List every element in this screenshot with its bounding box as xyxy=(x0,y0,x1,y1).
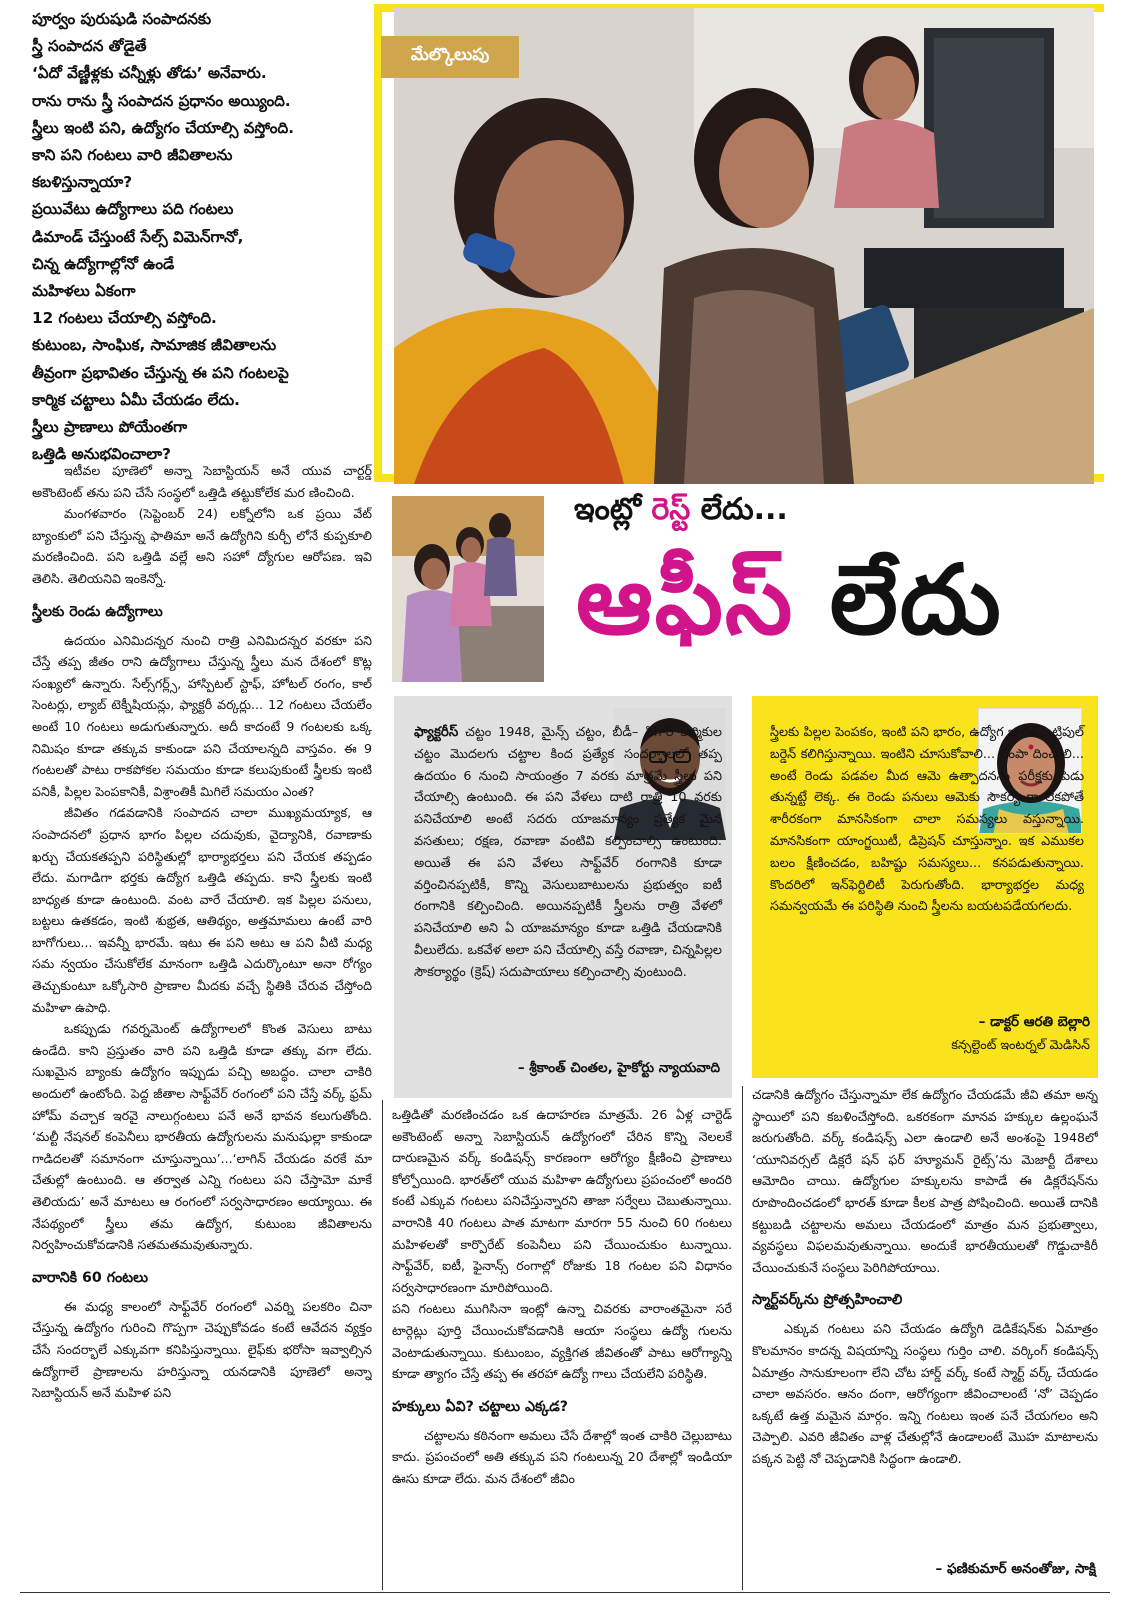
intro-line: స్త్రీలు ప్రాణాలు పోయేంతగా xyxy=(32,418,188,437)
subheading: వారానికి 60 గంటలు xyxy=(32,1269,149,1286)
lawyer-quote-text xyxy=(414,722,722,984)
intro-line: డిమాండ్‌ చేస్తుంటే సేల్స్‌ విమెన్‌గానో, xyxy=(32,227,244,246)
intro-line: 12 గంటలు చేయాల్సి వస్తోంది. xyxy=(32,309,217,328)
paragraph: చడానికి ఉద్యోగం చేస్తున్నామా లేక ఉద్యోగం చేయడమే జీవి తమా అన్న స్థాయిలో పని కబళించేస్తోంది. ఒకరకంగా మానవ హక్కుల ఉల్లంఘనే జరుగుతోంది. వర్క్‌ కండిషన్స్‌ ఎలా ఉండాలి అనే అంశంపై 1948లో ‘యూనివర్సల్‌ డిక్లరే షన్‌ ఫర్‌ హ్యూమన్‌ రైట్స్‌’ను మెజార్టీ దేశాలు ఆమోదిం చాయి. ఉద్యోగుల హక్కులను కాపాడే ఈ డిక్లరేషన్‌ను రూపొందించడంలో భారత్‌ కూడా కీలక పాత్ర పోషించింది. అయితే దానికి కట్టుబడి చట్టాలను అమలు చేయడంలో మాత్రం మన ప్రభుత్వాలు, వ్యవస్థలు విఫలమవుతున్నాయి. అందుకే భారతీయులతో గొడ్డుచాకిరీ చేయించుకునే సంస్థలు పెరిగిపోయాయి. xyxy=(752,1087,1098,1275)
headline-part: లేదు xyxy=(794,544,1003,656)
article-column-2 xyxy=(392,1104,732,1586)
subheading: స్మార్ట్‌వర్క్‌ను ప్రోత్సహించాలి xyxy=(752,1292,903,1309)
intro-line: కబళిస్తున్నాయా? xyxy=(32,173,133,192)
doctor-quote-text: స్త్రీలకు పిల్లల పెంపకం, ఇంటి పని భారం, ఉద్యోగ భారం... ట్రిపుల్‌ బర్డెన్‌ కలిగిస్తున్నాయి. ఇంటిని చూసుకోవాలి... సంపా దించాలి... అంటే రెండు పడవల మీద ఆమె ఉత్పాదనను పరీక్షకు పెడు తున్నట్టే లెక్క. ఈ రెండు పనులు ఆమెకు సౌకర్యంగా లేకపోతే శారీరకంగా మానసికంగా చాలా సమస్యలు వస్తున్నాయి. మానసికంగా యాంగ్జయిటీ, డిప్రెషన్‌ చూస్తున్నాం. ఇక ఎముకల బలం క్షీణించడం, బహిష్టు సమస్యలు... కనపడుతున్నాయి. కొందరిలో ఇన్‌ఫెర్టిలిటీ పెరుగుతోంది. భార్యాభర్తల మధ్య సమన్వయమే ఈ పరిస్థితి నుంచి స్త్రీలను బయటపడేయగలదు. xyxy=(770,725,1084,915)
article-column-1 xyxy=(32,460,372,1586)
paragraph: ఇటీవల పూణెలో అన్నా సెబాస్టియన్‌ అనే యువ చార్టర్డ్‌ అకౌంటెంట్‌ తను పని చేసే సంస్థలో ఒత్తిడి తట్టుకోలేక మర ణించింది. xyxy=(32,463,372,500)
paragraph: ఉదయం ఎనిమిదన్నర నుంచి రాత్రి ఎనిమిదన్నర వరకూ పని చేస్తే తప్ప జీతం రాని ఉద్యోగాలు చేస్తున్న స్త్రీలు మన దేశంలో కొట్ల సంఖ్యలో ఉన్నారు. సేల్స్‌గర్ల్స్‌, హాస్పిటల్‌ స్టాఫ్‌, హోటల్‌ రంగం, కాల్‌ సెంటర్లు, ల్యాబ్‌ టెక్నీషియన్లు, ఫ్యాక్టరీ వర్కర్లు... 12 గంటలు చేయలేం అంటే 10 గంటలు అడుగుతున్నారు. అదీ కాదంటే 9 గంటలకు ఒక్క నిమిషం కూడా తక్కువ కాకుండా పని చేయాలన్నది వాస్తవం. ఈ 9 గంటలతో పాటు రాకపోకల సమయం కూడా కలుపుకుంటే స్త్రీలకు ఇంటి పనికీ, పిల్లల పెంపకానికీ, విశ్రాంతికీ మిగిలే సమయం ఎంత? xyxy=(32,632,372,799)
intro-line: చిన్న ఉద్యోగాల్లోనో ఉండే xyxy=(32,254,175,273)
headline-highlight: రెస్ట్‌ xyxy=(651,492,691,527)
paragraph: మంగళవారం (సెప్టెంబర్‌ 24) లక్నోలోని ఒక ప్రయి వేట్‌ బ్యాంకులో పని చేస్తున్న ఫాతిమా అనే ఉద్యోగిని కుర్చీ లోనే కుప్పకూలి మరణించింది. పని ఒత్తిడి వల్లే అని సహో ద్యోగుల ఆరోపణ. ఇవి తెలిసి. తెలియనివి ఇంకెన్నో. xyxy=(32,506,372,586)
intro-line: ‘ఏదో వేణ్ణీళ్లకు చన్నీళ్లు తోడు’ అనేవారు. xyxy=(32,64,267,83)
column-divider xyxy=(742,1086,743,1590)
doctor-signature: – డాక్టర్‌ ఆరతి బెల్లారి xyxy=(978,1014,1090,1030)
quote-body: చట్టం 1948, మైన్స్‌ చట్టం, బీడీ– సిగార్‌ కార్మికుల చట్టం మొదలగు చట్టాల కింద ప్రత్యేక సందర్భాలలో తప్ప ఉదయం 6 నుంచి సాయంత్రం 7 వరకు మాత్రమే స్త్రీలు పని చేయాల్సి ఉంటుంది. ఈ పని వేళలు దాటి రాత్రి 10 వరకు పనిచేయాలి అంటే సదరు యాజమాన్యం ప్రత్యేక మైన వసతులు; రక్షణ, రవాణా వంటివి కల్పించాల్సి ఉంటుంది. అయితే ఈ పని వేళలు సాఫ్ట్‌వేర్‌ రంగానికి కూడా వర్తించినప్పటికీ, కొన్ని వెసులుబాటులను ప్రభుత్వం ఐటీ రంగానికి కల్పించింది. అయినప్పటికీ స్త్రీలను రాత్రి వేళలో పనిచేయాలి అని ఏ యాజమాన్యం కూడా ఒత్తిడి చేయడానికి వీలులేదు. ఒకవేళ అలా పని చేయాల్సి వస్తే రవాణా, చిన్నపిల్లల సౌకర్యార్థం (క్రెష్‌) సదుపాయాలు కల్పించాల్సి వుంటుంది. xyxy=(414,725,722,980)
intro-line: స్త్రీలు ఇంటి పని, ఉద్యోగం చేయాల్సి వస్తోంది. xyxy=(32,118,294,137)
paragraph: పని గంటలు ముగిసినా ఇంట్లో ఉన్నా చివరకు వారాంతమైనా సరే టార్గెట్లు పూర్తి చేయించుకోవడానికి ఆయా సంస్థలు ఉద్యో గులను వెంటాడుతున్నాయి. కుటుంబం, వ్యక్తిగత జీవితంతో పాటు ఆరోగ్యాన్ని కూడా త్యాగం చేస్తే తప్ప ఈ తరహా ఉద్యో గాలు చేయలేని పరిస్థితి. xyxy=(392,1301,732,1382)
paragraph: జీవితం గడవడానికి సంపాదన చాలా ముఖ్యమయ్యాక, ఆ సంపాదనలో ప్రధాన భాగం పిల్లల చదువుకు, వైద్యానికి, రవాణాకు ఖర్చు చేయకతప్పని పరిస్థితుల్లో భార్యాభర్తలు పని చేయక తప్పడం లేదు. మగాడిగా భర్తకు ఉద్యోగ ఒత్తిడి తప్పదు. కాని స్త్రీలకు ఇంటి బాధ్యత కూడా ఉంటుంది. వంట వారే చేయాలి. ఇక పిల్లల పనులు, బట్టలు ఉతకడం, ఇంటి శుభ్రత, ఆతిథ్యం, అత్తమామలు ఉంటే వారి బాగోగులు... ఇవన్నీ భారమే. ఇటు ఈ పని అటు ఆ పని వీటి మధ్య సమ న్వయం చేసుకోలేక మానంగా ఒత్తిడి ఎదుర్కొంటూ అనా రోగ్యం తెచ్చుకుంటూ ఒక్కోసారి ప్రాణాల మీదకు వచ్చే స్థితికి చేరువ చేస్తోంది మహిళా ఉపాధి. xyxy=(32,805,372,1015)
headline-line1 xyxy=(574,492,788,534)
intro-line: రాను రాను స్త్రీ సంపాదన ప్రధానం అయ్యింది. xyxy=(32,91,291,110)
intro-line: స్త్రీ సంపాదన తోడైతే xyxy=(32,37,147,56)
intro-line: కార్మిక చట్టాలు ఏమీ చేయడం లేదు. xyxy=(32,390,240,409)
paragraph: ఒకప్పుడు గవర్నమెంట్‌ ఉద్యోగాలలో కొంత వెసులు బాటు ఉండేది. కాని ప్రస్తుతం వారి పని ఒత్తిడి కూడా తక్కు వగా లేదు. సుఖమైన బ్యాంకు ఉద్యోగం ఇప్పుడు పచ్చి అబద్ధం. చాలా చాకిరి అందులో ఉంటోంది. పెద్ద జీతాల సాఫ్ట్‌వేర్‌ రంగంలో పని చేస్తే వర్క్‌ ఫ్రమ్‌ హోమ్‌ వచ్చాక ఇరవై నాలుగ్గంటలు పనే అనే భావన కలుగుతోంది. ‘మల్టీ నేషనల్‌ కంపెనీలు భారతీయ ఉద్యోగులను మనుషుల్లా కాకుండా గాడిదలతో సమానంగా చూస్తున్నాయి’...‘లాగిన్‌ చేయడం వరకే మా చేతుల్లో ఉంటుంది. ఆ తర్వాత ఎన్ని గంటలు పని చేస్తామో మాకే తెలియదు’ అనే మాటలు ఆ రంగంలో సర్వసాధారణం అయ్యాయి. ఈ నేపథ్యంలో స్త్రీలు తమ ఉద్యోగ, కుటుంబ జీవితాలను నిర్వహించుకోవడానికి సతమతమవుతున్నారు. xyxy=(32,1021,372,1253)
shop-workers-photo xyxy=(392,496,544,682)
bottom-rule xyxy=(20,1592,1110,1593)
headline-highlight: ఆఫీస్‌ xyxy=(576,544,795,656)
doctor-role: కన్సల్టెంట్‌ ఇంటర్నల్‌ మెడిసిన్‌ xyxy=(951,1037,1090,1052)
intro-line: తీవ్రంగా ప్రభావితం చేస్తున్న ఈ పని గంటలపై xyxy=(32,363,289,382)
paragraph: చట్టాలను కఠినంగా అమలు చేసే దేశాల్లో ఇంత చాకిరి చెల్లుబాటు కాదు. ప్రపంచంలో అతి తక్కువ పని గంటలున్న 20 దేశాల్లో ఇండియా ఊసు కూడా లేదు. మన దేశంలో జీవిం xyxy=(392,1427,732,1486)
article-column-3 xyxy=(752,1084,1098,1560)
section-tag: మేల్కొలుపు xyxy=(381,36,519,78)
subheading: స్త్రీలకు రెండు ఉద్యోగాలు xyxy=(32,603,163,620)
headline-line2 xyxy=(576,540,1003,660)
quote-lead-word: ఫ్యాక్టరీస్‌ xyxy=(414,725,459,740)
shop-workers-illustration xyxy=(392,496,544,682)
headline-part: లేదు... xyxy=(690,492,788,527)
intro-line: మహిళలు ఏకంగా xyxy=(32,282,136,301)
paragraph: ఈ మధ్య కాలంలో సాఫ్ట్‌వేర్‌ రంగంలో ఎవర్ని పలకరిం చినా చేస్తున్న ఉద్యోగం గురించి గొప్పగా చెప్పుకోవడం కంటే ఆవేదన వ్యక్తం చేసే సందర్భాలే ఎక్కువగా కనిపిస్తున్నాయి. లైఫ్‌కు భరోసా ఇవ్వాల్సిన ఉద్యోగాలే ప్రాణాలను హరిస్తున్నా యనడానికి పూణెలో అన్నా సెబాస్టియన్‌ అనే మహిళ పని xyxy=(32,1298,372,1401)
column-divider xyxy=(382,1100,383,1590)
author-signature: – ఫణికుమార్‌ అనంతోజు, సాక్షి xyxy=(935,1561,1096,1577)
intro-line: ఒత్తిడి అనుభవించాలా? xyxy=(32,445,171,464)
intro-line: కుటుంబ, సాంఘిక, సామాజిక జీవితాలను xyxy=(32,336,277,355)
headline-part: ఇంట్లో xyxy=(574,492,652,527)
call-center-photo xyxy=(394,8,1094,484)
intro-line: ప్రయివేటు ఉద్యోగాలు పది గంటలు xyxy=(32,200,234,219)
paragraph: ఎక్కువ గంటలు పని చేయడం ఉద్యోగి డెడికేషన్‌కు ఏమాత్రం కొలమానం కాదన్న విషయాన్ని సంస్థలు గుర్తిం చాలి. వర్కింగ్‌ కండిషన్స్‌ ఏమాత్రం సానుకూలంగా లేని చోట హార్డ్‌ వర్క్‌ కంటే స్మార్ట్‌ వర్క్‌ చేయడం చాలా అవసరం. ఆనం దంగా, ఆరోగ్యంగా జీవించాలంటే ‘నో’ చెప్పడం ఒక్కటే ఉత్త మమైన మార్గం. ఇన్ని గంటలు ఇంత పనే చేయగలం అని చెప్పాలి. ఎవరి జీవితం వాళ్ల చేతుల్లోనే ఉండాలంటే మొహ మాటాలను పక్కన పెట్టి నో చెప్పడానికి సిద్ధంగా ఉండాలి. xyxy=(752,1321,1098,1466)
intro-line: పూర్వం పురుషుడి సంపాదనకు xyxy=(32,10,212,28)
call-center-illustration xyxy=(394,8,1094,484)
lawyer-signature: – శ్రీకాంత్‌ చింతల, హైకోర్టు న్యాయవాది xyxy=(517,1060,720,1076)
intro-block xyxy=(32,6,368,468)
paragraph: ఒత్తిడితో మరణించడం ఒక ఉదాహరణ మాత్రమే. 26 ఏళ్ల చార్టెడ్‌ అకౌంటెంట్‌ అన్నా సెబాస్టియన్‌ ఉద్యోగంలో చేరిన కొన్ని నెలలకే దారుణమైన వర్క్‌ కండిషన్స్‌ కారణంగా ఆరోగ్యం క్షీణించి ప్రాణాలు కోల్పోయింది. భారత్‌లో యువ మహిళా ఉద్యోగులు ప్రపంచంలో అందరి కంటే ఎక్కువ గంటలు పనిచేస్తున్నారని తాజా సర్వేలు చెబుతున్నాయి. వారానికి 40 గంటలు పాత మాటగా మారగా 55 నుంచి 60 గంటలు మహిళలతో కార్పొరేట్‌ కంపెనీలు పని చేయించుకుం టున్నాయి. సాఫ్ట్‌వేర్‌, ఐటీ, ఫైనాన్స్‌ రంగాల్లో రోజుకు 18 గంటల పని విధానం సర్వసాధారణంగా మారిపోయింది. xyxy=(392,1107,732,1295)
intro-line: కాని పని గంటలు వారి జీవితాలను xyxy=(32,146,233,165)
subheading: హక్కులు ఏవి? చట్టాలు ఎక్కడ? xyxy=(392,1398,569,1415)
